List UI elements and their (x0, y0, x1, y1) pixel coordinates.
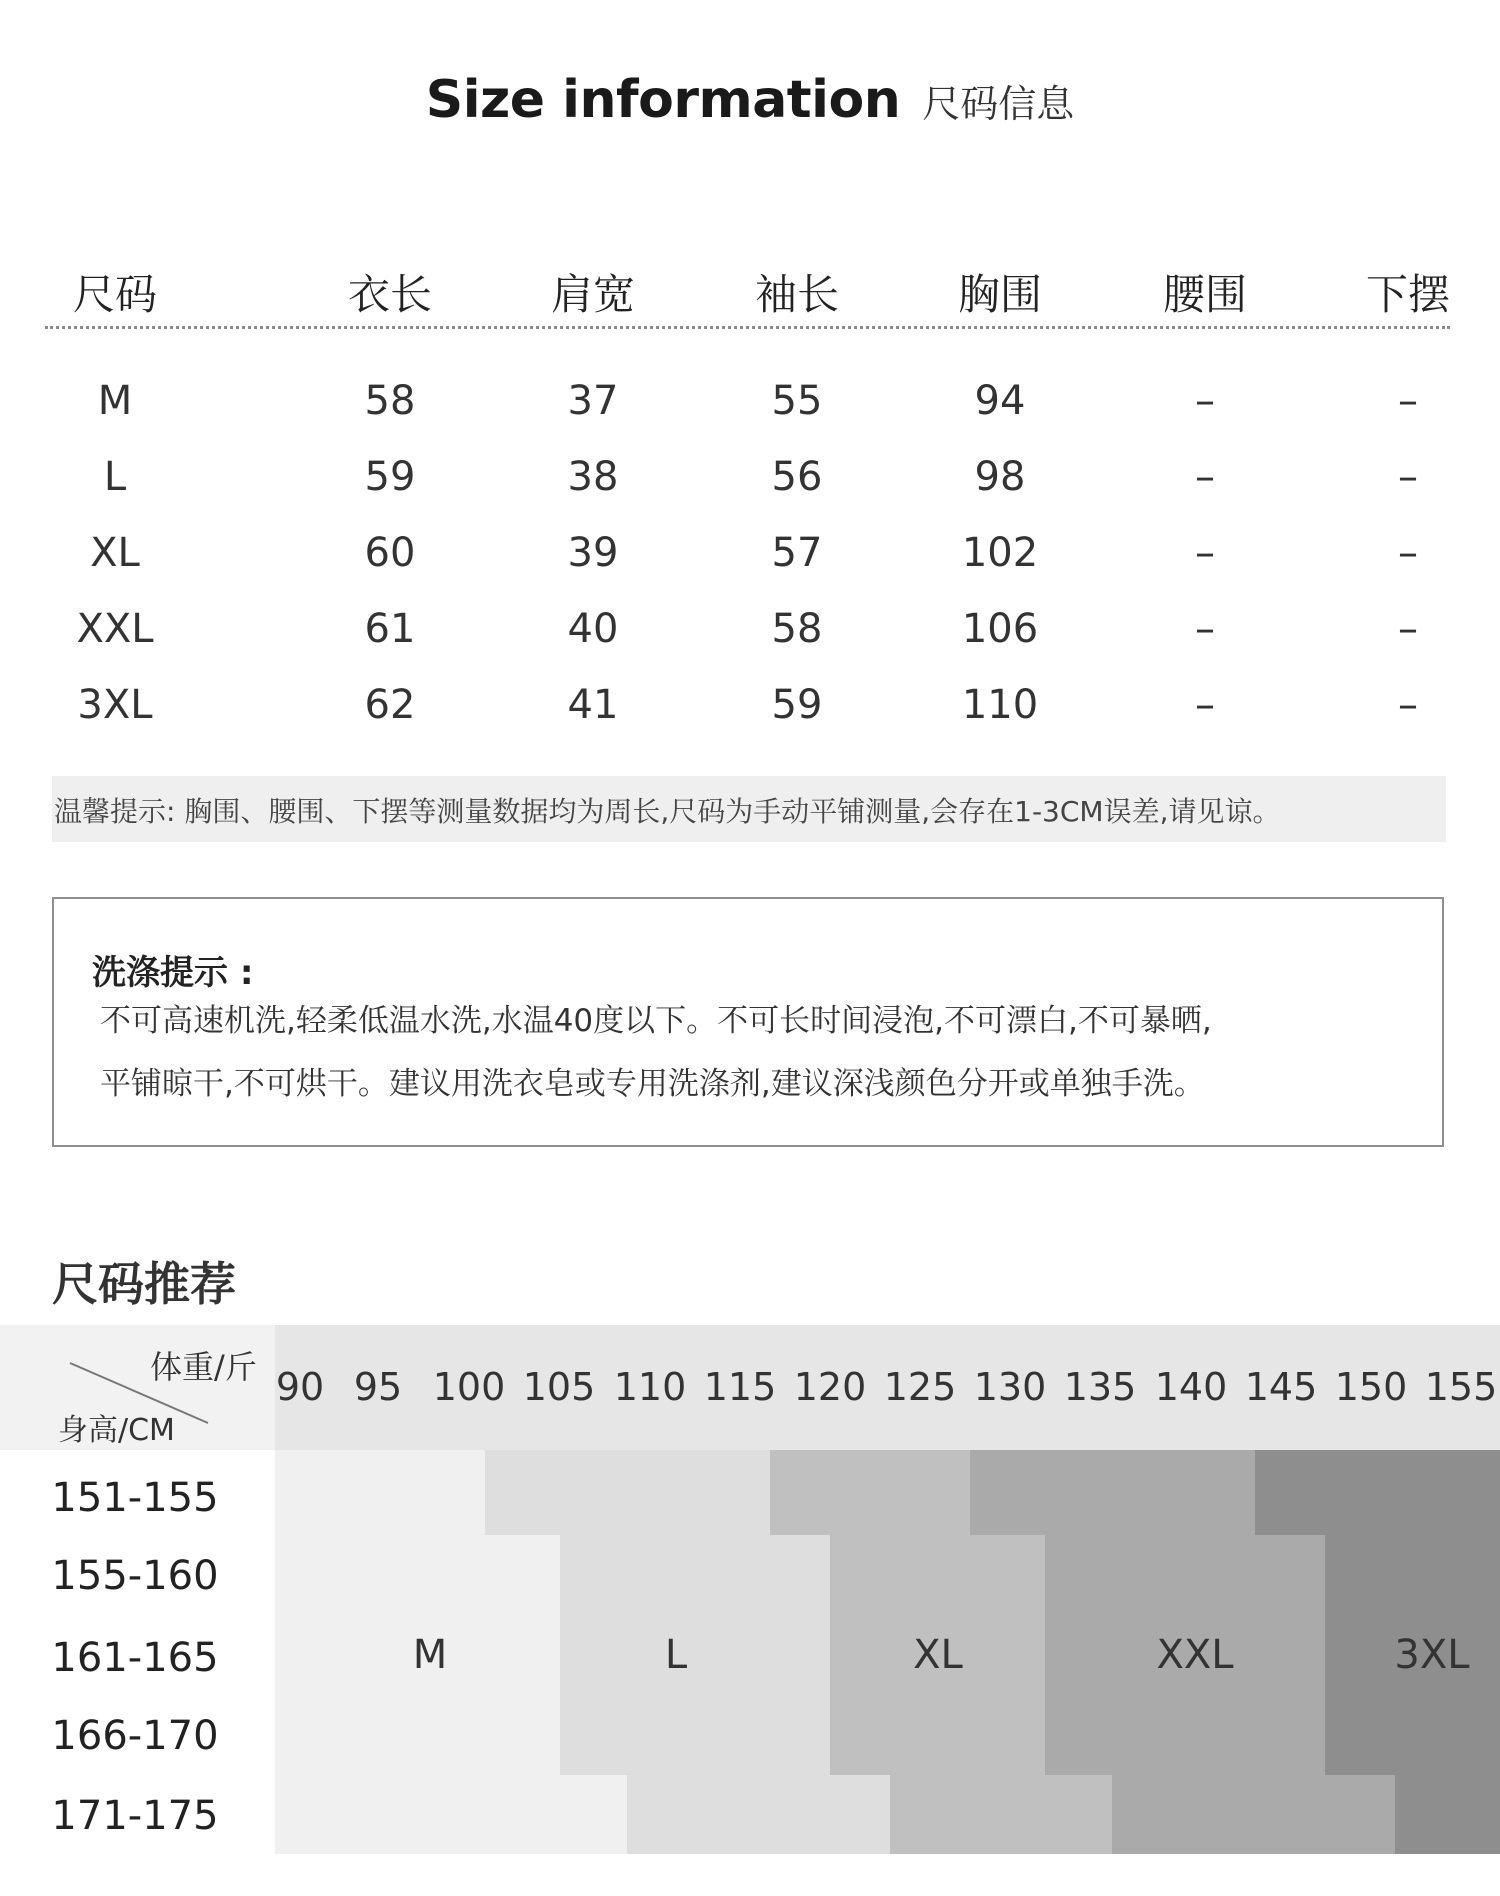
table-cell: – (1398, 530, 1418, 576)
weight-tick: 105 (522, 1365, 596, 1409)
table-cell: 39 (567, 530, 619, 576)
table-cell: 110 (961, 682, 1039, 728)
table-cell: 102 (961, 530, 1039, 576)
table-cell: – (1195, 454, 1215, 500)
table-cell: 38 (567, 454, 619, 500)
title-chinese: 尺码信息 (922, 82, 1075, 126)
page-title (0, 70, 1500, 130)
table-cell: – (1398, 378, 1418, 424)
zone-label-3xl: 3XL (1394, 1632, 1470, 1678)
header-divider (45, 326, 1450, 329)
title-english: Size information (425, 70, 901, 130)
table-cell: 59 (364, 454, 416, 500)
table-cell: 58 (771, 606, 823, 652)
table-cell: 59 (771, 682, 823, 728)
zone-label-m: M (412, 1632, 448, 1678)
wash-instructions-title: 洗涤提示 : (92, 953, 254, 993)
table-cell: 106 (961, 606, 1039, 652)
table-cell: 3XL (77, 682, 153, 728)
height-range: 166-170 (51, 1713, 219, 1759)
height-range: 151-155 (51, 1475, 219, 1521)
weight-tick: 115 (703, 1365, 777, 1409)
weight-tick: 135 (1063, 1365, 1137, 1409)
table-cell: 61 (364, 606, 416, 652)
table-cell: 41 (567, 682, 619, 728)
table-cell: 60 (364, 530, 416, 576)
weight-tick: 150 (1334, 1365, 1408, 1409)
table-cell: – (1195, 530, 1215, 576)
table-cell: 57 (771, 530, 823, 576)
measurement-tip-text: 温馨提示: 胸围、腰围、下摆等测量数据均为周长,尺码为手动平铺测量,会存在1-3CM误差,请见谅。 (54, 795, 1281, 828)
zone-label-xl: XL (913, 1632, 963, 1678)
weight-tick: 130 (973, 1365, 1047, 1409)
table-cell: – (1195, 606, 1215, 652)
table-cell: 94 (974, 378, 1026, 424)
table-cell: 55 (771, 378, 823, 424)
height-range: 171-175 (51, 1793, 219, 1839)
table-cell: – (1398, 682, 1418, 728)
table-cell: XL (90, 530, 140, 576)
col-header-chest: 胸围 (957, 270, 1042, 319)
table-cell: 40 (567, 606, 619, 652)
col-header-sleeve: 袖长 (754, 270, 839, 319)
table-cell: – (1195, 682, 1215, 728)
weight-tick: 100 (432, 1365, 506, 1409)
weight-tick: 125 (883, 1365, 957, 1409)
wash-instructions-line: 不可高速机洗,轻柔低温水洗,水温40度以下。不可长时间浸泡,不可漂白,不可暴晒, (100, 1003, 1212, 1039)
weight-tick: 155 (1424, 1365, 1498, 1409)
size-recommend-title: 尺码推荐 (52, 1257, 236, 1311)
table-cell: – (1398, 454, 1418, 500)
table-cell: 58 (364, 378, 416, 424)
zone-label-l: L (664, 1632, 688, 1678)
col-header-length: 衣长 (347, 270, 432, 319)
col-header-size: 尺码 (72, 270, 157, 319)
height-range: 155-160 (51, 1553, 219, 1599)
table-cell: XXL (76, 606, 154, 652)
weight-axis-label: 体重/斤 (150, 1348, 257, 1386)
table-cell: – (1195, 378, 1215, 424)
weight-tick: 145 (1244, 1365, 1318, 1409)
col-header-waist: 腰围 (1162, 270, 1247, 319)
table-cell: 56 (771, 454, 823, 500)
col-header-hem: 下摆 (1365, 270, 1450, 319)
weight-tick: 120 (793, 1365, 867, 1409)
table-cell: 98 (974, 454, 1026, 500)
table-cell: L (103, 454, 127, 500)
col-header-shoulder: 肩宽 (550, 270, 635, 319)
weight-tick: 90 (275, 1365, 325, 1409)
height-axis-label: 身高/CM (58, 1413, 175, 1448)
weight-tick: 140 (1154, 1365, 1228, 1409)
table-cell: 37 (567, 378, 619, 424)
wash-instructions-line: 平铺晾干,不可烘干。建议用洗衣皂或专用洗涤剂,建议深浅颜色分开或单独手洗。 (100, 1066, 1205, 1102)
table-cell: 62 (364, 682, 416, 728)
height-range: 161-165 (51, 1635, 219, 1681)
weight-tick: 95 (353, 1365, 403, 1409)
weight-tick: 110 (613, 1365, 687, 1409)
zone-label-xxl: XXL (1156, 1632, 1234, 1678)
table-cell: – (1398, 606, 1418, 652)
table-cell: M (97, 378, 133, 424)
